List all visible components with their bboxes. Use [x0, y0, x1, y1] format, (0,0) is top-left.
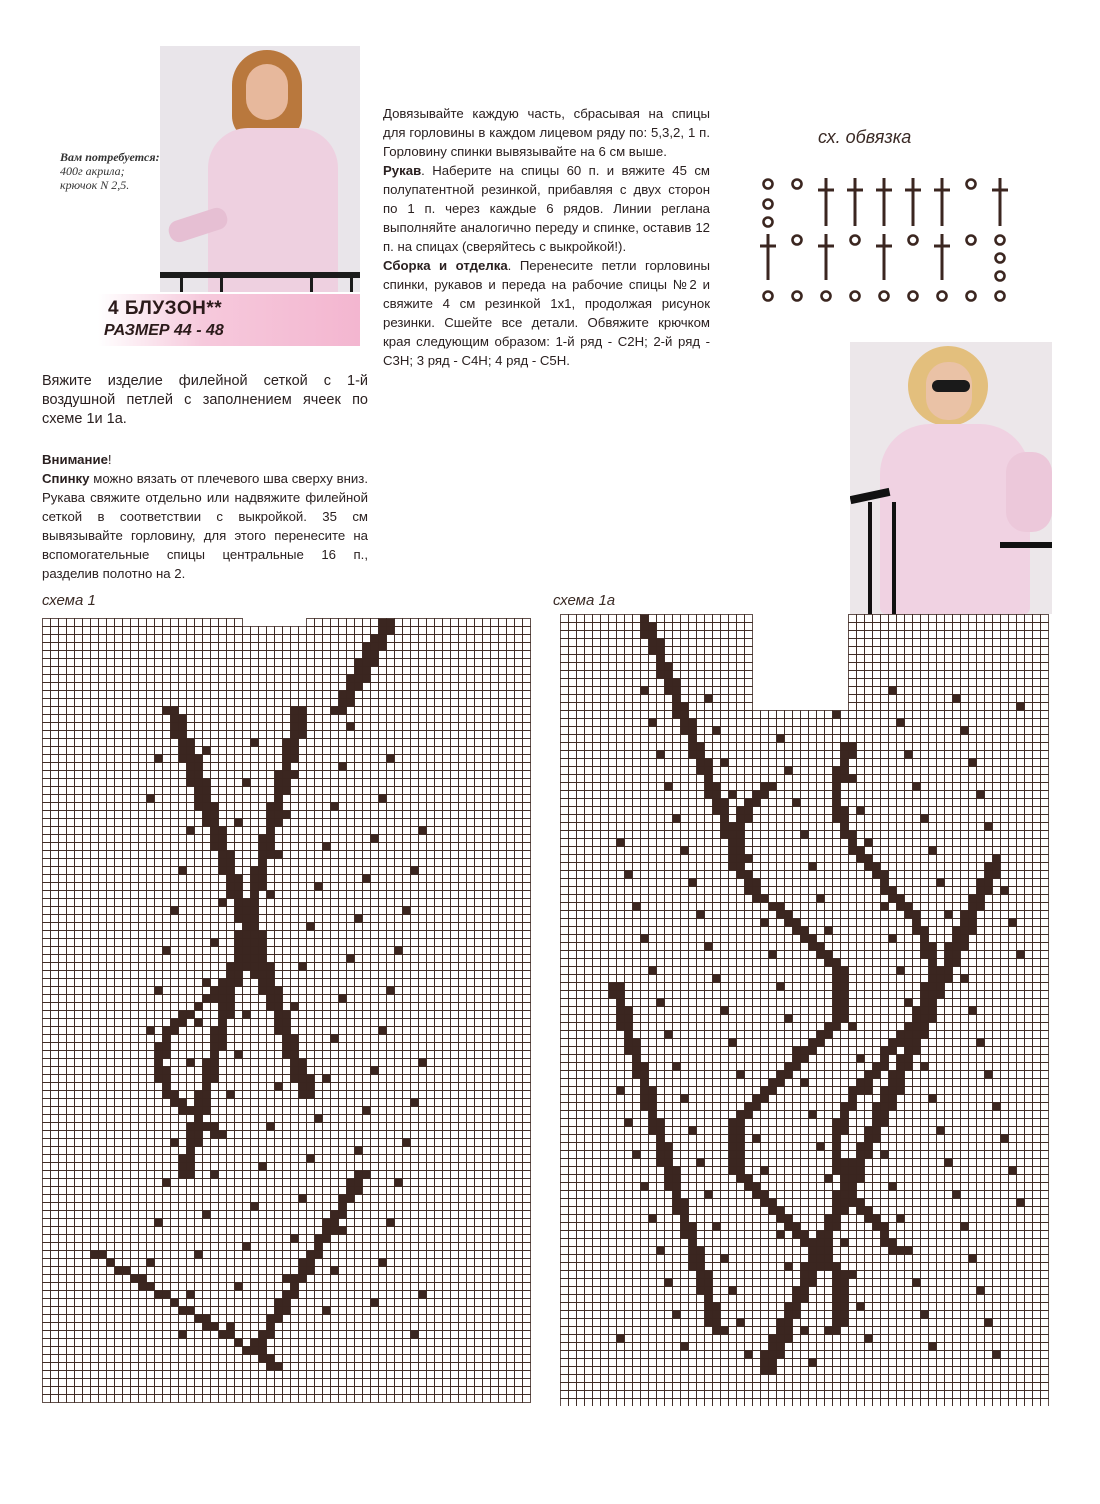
intro-text: Вяжите изделие филейной сеткой с 1-й воздушной петлей с заполнением ячеек по схеме 1и 1а. — [42, 373, 368, 427]
edging-chart — [756, 172, 1036, 306]
chart1-label: схема 1 — [42, 592, 96, 609]
materials-line: крючок N 2,5. — [60, 178, 130, 192]
edging-chart-label: сх. обвязка — [818, 127, 912, 147]
instructions-col1: Внимание! Спинку можно вязать от плечевого шва сверху вниз. Рукава свяжите отдельно или надвяжите филейной сеткой в соответствии с выкройкой. 35 см вывязывайте горловину, для этого перенесите на вспомогательные спицы центральные 16 п., разделив полотно на 2. — [42, 452, 368, 581]
model-photo-back — [850, 342, 1052, 614]
chart-scheme-1a — [560, 614, 1054, 1406]
sunglasses — [932, 380, 970, 392]
attention-label: Внимание — [42, 452, 108, 467]
size-label: РАЗМЕР 44 - 48 — [104, 322, 224, 339]
assembly-text: . Перенесите петли горловины спинки, рукавов и переда на рабочие спицы №2 и свяжите 4 см резинкой 1x1, продолжая рисунок резинки. Сшейте все детали. Обвяжите крючком края следующим образом: 1-й ряд - С2Н; 2-й ряд - С3Н; 3 ряд - С4Н; 4 ряд - С5Н. — [383, 258, 710, 368]
sleeve-text: . Наберите на спицы 60 п. и вяжите 45 см полупатентной резинкой, прибавляя с двух сторон по 1 п. через каждые 6 рядов. Линии реглана выполняйте аналогично переду и спинке, оставив 12 п. на спицах (сверяйтесь с выкройкой!). — [383, 163, 710, 254]
chart2-label: схема 1а — [553, 592, 616, 609]
pattern-title: 4 БЛУЗОН** — [108, 298, 223, 319]
back-text: можно вязать от плечевого шва сверху вниз. Рукава свяжите отдельно или надвяжите филейной сеткой в соответствии с выкройкой. 35 см вывязывайте горловину, для этого перенесите на вспомогательные спицы центральные 16 п., разделив полотно на 2. — [42, 471, 368, 581]
back-label: Спинку — [42, 471, 90, 486]
materials-line: 400г акрила; — [60, 164, 125, 178]
neckline-text: Довязывайте каждую часть, сбрасывая на спицы для горловины в каждом лицевом ряду по: 5,3,2, 1 п. Горловину спинки вывязывайте на 6 см выше. — [383, 106, 710, 159]
assembly-label: Сборка и отделка — [383, 258, 508, 273]
instructions-col2 — [383, 104, 710, 370]
sleeve-label: Рукав — [383, 163, 422, 178]
materials-heading: Вам потребуется: — [60, 150, 160, 164]
materials-note — [60, 150, 200, 192]
chart-scheme-1 — [42, 618, 532, 1406]
